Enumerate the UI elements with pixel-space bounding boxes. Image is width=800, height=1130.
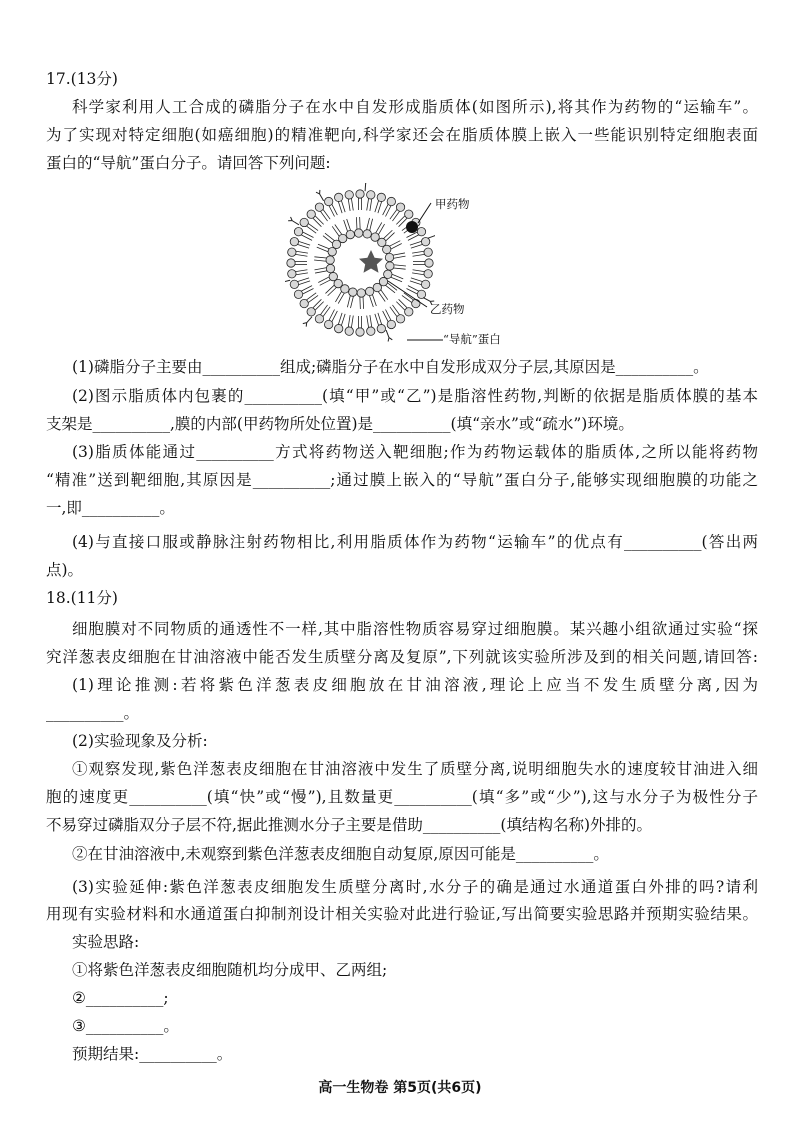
- q18-step-2: ②__________;: [72, 989, 169, 1007]
- q18-sub2-title: (2)实验现象及分析:: [72, 732, 208, 750]
- nav-protein-pointer: [405, 330, 445, 350]
- drug-b-star: [359, 250, 383, 273]
- label-nav-protein: “导航”蛋白: [443, 332, 501, 346]
- q18-idea-title: 实验思路:: [72, 933, 140, 951]
- q18-sub2b: ②在甘油溶液中,未观察到紫色洋葱表皮细胞自动复原,原因可能是__________。: [72, 845, 609, 863]
- q18-intro-line-2: 究洋葱表皮细胞在甘油溶液中能否发生质壁分离及复原”,下列就该实验所涉及到的相关问题,请回答:: [46, 648, 758, 666]
- drug-a-pointer: [418, 203, 431, 223]
- q18-sub3-line-2: 用现有实验材料和水通道蛋白抑制剂设计相关实验对此进行验证,写出简要实验思路并预期实验结果。: [46, 905, 758, 923]
- label-drug-b: 乙药物: [430, 302, 465, 316]
- q17-intro-line-3: 蛋白的“导航”蛋白分子。请回答下列问题:: [46, 154, 331, 172]
- q17-intro-line-2: 为了实现对特定细胞(如癌细胞)的精准靶向,科学家还会在脂质体膜上嵌入一些能识别特定细胞表面: [46, 126, 758, 144]
- q18-expected-result: 预期结果:__________。: [72, 1045, 233, 1063]
- q17-header: 17.(13分): [46, 70, 118, 88]
- q17-sub1: (1)磷脂分子主要由__________组成;磷脂分子在水中自发形成双分子层,其原因是__________。: [72, 358, 709, 376]
- q17-sub4-line-2: 点)。: [46, 561, 84, 579]
- q18-header: 18.(11分): [46, 589, 118, 607]
- page-footer: 高一生物卷 第5页(共6页): [318, 1080, 482, 1096]
- q17-sub3-line-3: 一,即__________。: [46, 499, 175, 517]
- q18-sub3-line-1: (3)实验延伸:紫色洋葱表皮细胞发生质壁分离时,水分子的确是通过水通道蛋白外排的吗?请利: [72, 878, 758, 896]
- q18-intro-line-1: 细胞膜对不同物质的通透性不一样,其中脂溶性物质容易穿过细胞膜。某兴趣小组欲通过实验“探: [72, 620, 758, 638]
- liposome-diagram: [285, 183, 435, 343]
- q17-sub3-line-1: (3)脂质体能通过__________方式将药物送入靶细胞;作为药物运载体的脂质体,之所以能将药物: [72, 443, 758, 461]
- q18-sub2a-line-2: 胞的速度更__________(填“快”或“慢”),且数量更__________(填“多”或“少”),这与水分子为极性分子: [46, 788, 758, 806]
- label-drug-a: 甲药物: [435, 197, 470, 211]
- q17-sub2-line-1: (2)图示脂质体内包裹的__________(填“甲”或“乙”)是脂溶性药物,判断的依据是脂质体膜的基本: [72, 387, 758, 405]
- q18-sub2a-line-3: 不易穿过磷脂双分子层不符,据此推测水分子主要是借助__________(填结构名称)外排的。: [46, 816, 653, 834]
- phospholipid-bilayer: [285, 183, 435, 341]
- q18-sub1-line-1: (1)理论推测:若将紫色洋葱表皮细胞放在甘油溶液,理论上应当不发生质壁分离,因为: [72, 676, 758, 694]
- q18-sub1-line-2: __________。: [46, 704, 140, 722]
- drug-a-particle: [406, 221, 418, 233]
- q17-sub2-line-2: 支架是__________,膜的内部(甲药物所处位置)是__________(填“亲水”或“疏水”)环境。: [46, 415, 634, 433]
- q18-sub2a-line-1: ①观察发现,紫色洋葱表皮细胞在甘油溶液中发生了质壁分离,说明细胞失水的速度较甘油进入细: [72, 760, 758, 778]
- q17-intro-line-1: 科学家利用人工合成的磷脂分子在水中自发形成脂质体(如图所示),将其作为药物的“运输车”。: [72, 98, 758, 116]
- q18-step-3: ③__________。: [72, 1017, 179, 1035]
- q17-sub4-line-1: (4)与直接口服或静脉注射药物相比,利用脂质体作为药物“运输车”的优点有__________(答出两: [72, 533, 758, 551]
- q18-step-1: ①将紫色洋葱表皮细胞随机均分成甲、乙两组;: [72, 961, 388, 979]
- q17-sub3-line-2: “精准”送到靶细胞,其原因是__________;通过膜上嵌入的“导航”蛋白分子,能够实现细胞膜的功能之: [46, 471, 758, 489]
